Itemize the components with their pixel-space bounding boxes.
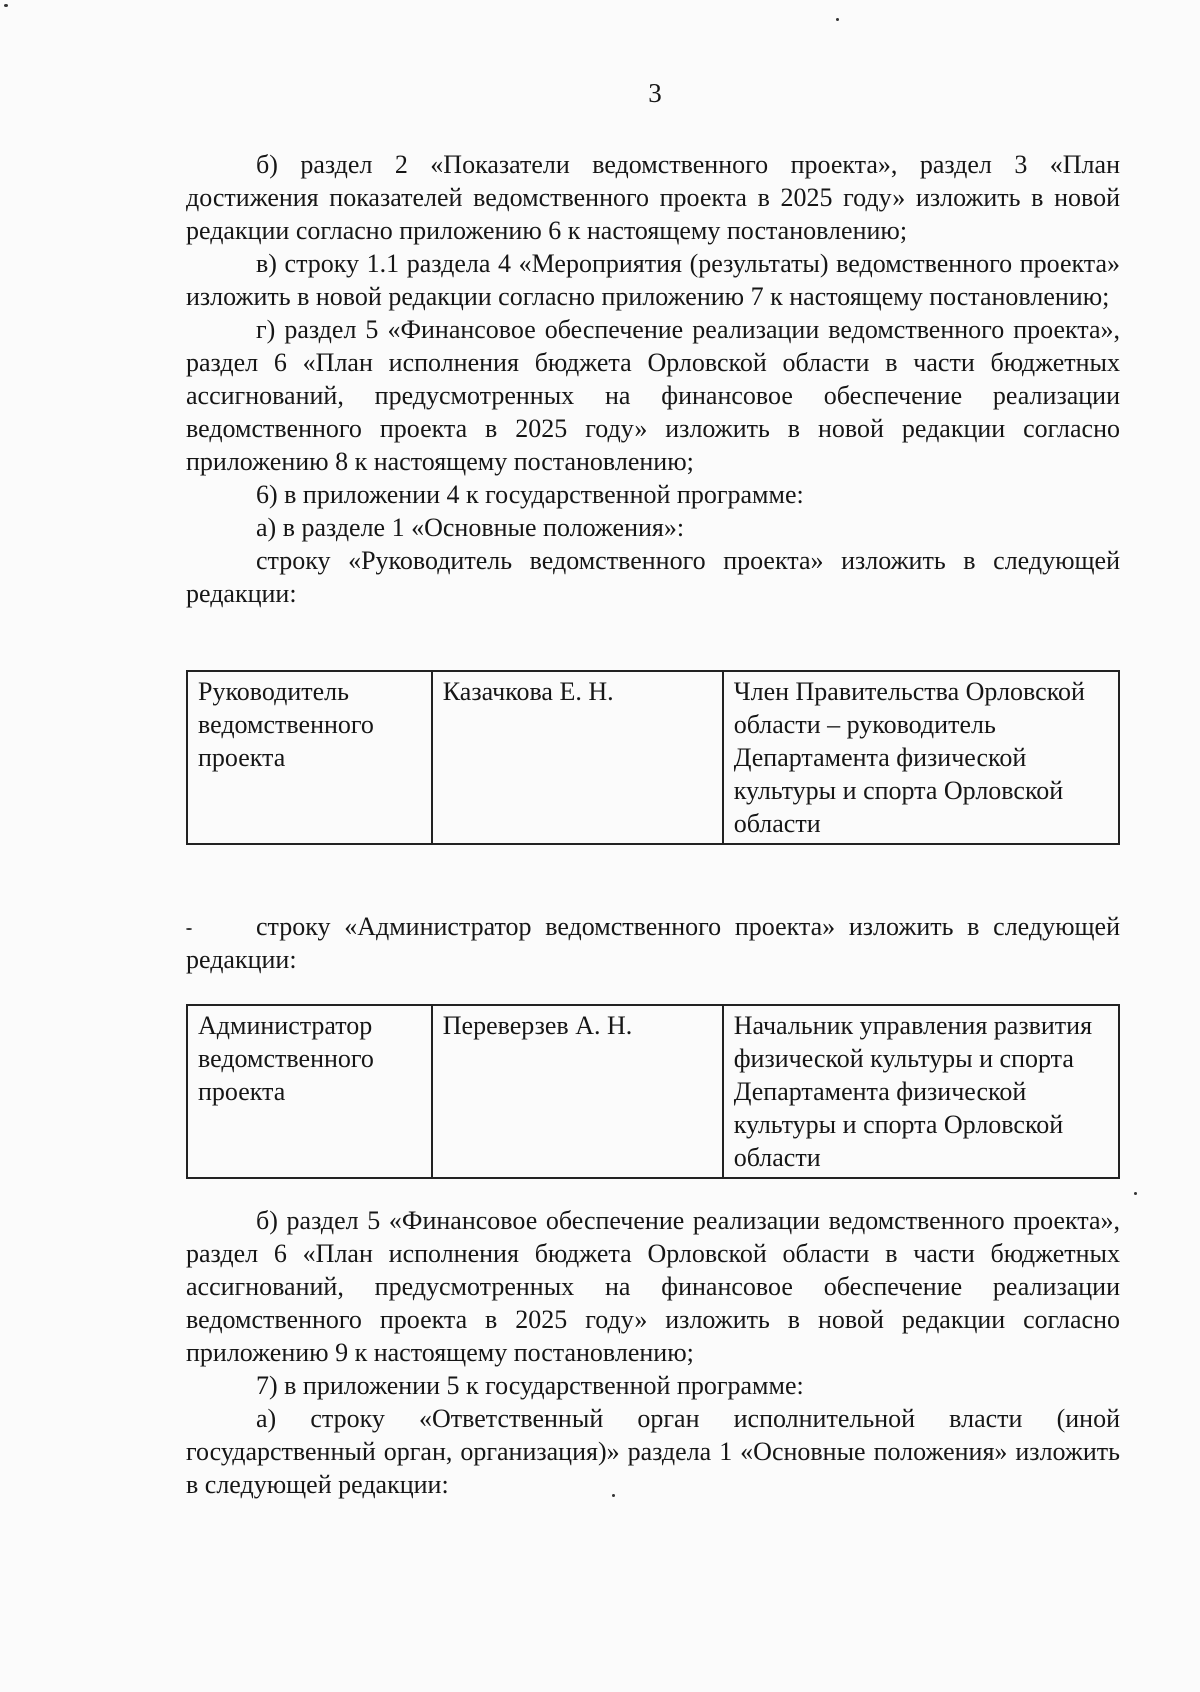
page-number: 3 (648, 78, 662, 108)
scan-speck (1134, 1192, 1137, 1195)
table-project-head (186, 670, 1120, 845)
paragraph: 7) в приложении 5 к государственной программе: (256, 1371, 804, 1400)
table-cell-role: Администратор ведомственного проекта (187, 1005, 432, 1178)
paragraph: г) раздел 5 «Финансовое обеспечение реализации ведомственного проекта», раздел 6 «План исполнения бюджета Орловской области в части бюджетных ассигнований, предусмотренных на финансовое обеспечение реализации ведомственного проекта в 2025 году» изложить в новой редакции согласно приложению 8 к настоящему постановлению; (186, 315, 1120, 476)
table-cell-person: Казачкова Е. Н. (432, 671, 723, 844)
table-project-admin (186, 1004, 1120, 1179)
text-block-1 (186, 148, 1120, 610)
scan-speck (4, 4, 8, 7)
scan-speck (612, 1494, 615, 1497)
paragraph: 6) в приложении 4 к государственной программе: (256, 480, 804, 509)
table-row (187, 671, 1119, 844)
scan-speck (186, 928, 192, 930)
text-block-2 (186, 910, 1120, 976)
scan-speck (836, 18, 839, 21)
paragraph: в) строку 1.1 раздела 4 «Мероприятия (результаты) ведомственного проекта» изложить в новой редакции согласно приложению 7 к настоящему постановлению; (186, 249, 1120, 311)
paragraph: строку «Руководитель ведомственного проекта» изложить в следующей редакции: (186, 546, 1120, 608)
paragraph: б) раздел 2 «Показатели ведомственного проекта», раздел 3 «План достижения показателей ведомственного проекта в 2025 году» изложить в новой редакции согласно приложению 6 к настоящему постановлению; (186, 150, 1120, 245)
paragraph: строку «Администратор ведомственного проекта» изложить в следующей редакции: (186, 912, 1120, 974)
paragraph: а) в разделе 1 «Основные положения»: (256, 513, 685, 542)
table-cell-role: Руководитель ведомственного проекта (187, 671, 432, 844)
paragraph: б) раздел 5 «Финансовое обеспечение реализации ведомственного проекта», раздел 6 «План исполнения бюджета Орловской области в части бюджетных ассигнований, предусмотренных на финансовое обеспечение реализации ведомственного проекта в 2025 году» изложить в новой редакции согласно приложению 9 к настоящему постановлению; (186, 1206, 1120, 1367)
table-cell-position: Член Правительства Орловской области – руководитель Департамента физической культуры и спорта Орловской области (723, 671, 1119, 844)
table-cell-person: Переверзев А. Н. (432, 1005, 723, 1178)
table-row (187, 1005, 1119, 1178)
paragraph: а) строку «Ответственный орган исполнительной власти (иной государственный орган, организация)» раздела 1 «Основные положения» изложить в следующей редакции: (186, 1404, 1120, 1499)
text-block-3 (186, 1204, 1120, 1501)
table-cell-position: Начальник управления развития физической культуры и спорта Департамента физической культуры и спорта Орловской области (723, 1005, 1119, 1178)
